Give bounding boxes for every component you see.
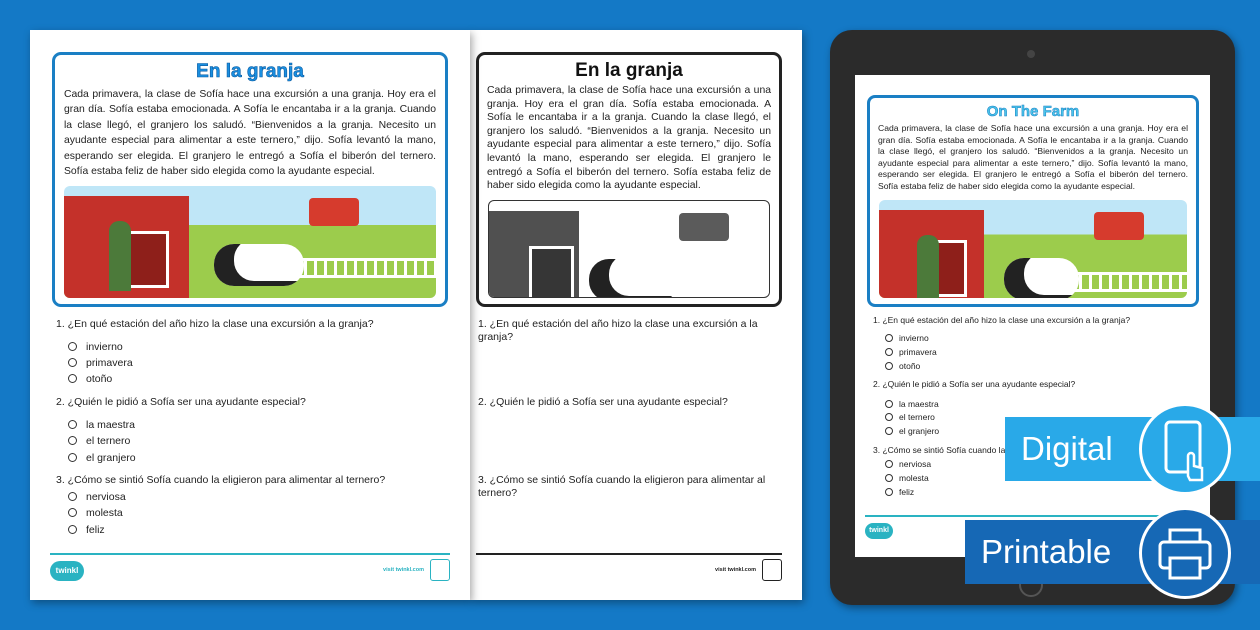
digital-label: Digital	[1021, 430, 1113, 467]
story-text: Cada primavera, la clase de Sofía hace una excursión a una granja. Hoy era el gran día. Sofía estaba emocionada. A Sofía le encantaba ir a la granja. Cuando la clase llegó, el granjero los saludó. “Bienvenidos a la granja. Necesito un ayudante especial para alimentar a este ternero,” dijo. Sofía levantó la mano, esperando ser elegida. El granjero le entregó a Sofía el biberón del ternero. Sofía estaba feliz de haber sido elegida como la ayudante especial.	[878, 123, 1188, 191]
badge-icon	[762, 559, 782, 581]
tablet-touch-icon	[1139, 403, 1231, 495]
farm-illustration	[64, 186, 436, 298]
option-radio[interactable]: otoño	[885, 361, 920, 371]
question-1: 1. ¿En qué estación del año hizo la clase una excursión a la granja?	[56, 318, 374, 330]
printable-label: Printable	[981, 533, 1112, 570]
option-radio[interactable]: la maestra	[885, 399, 939, 409]
camera-icon	[1027, 50, 1035, 58]
option-radio[interactable]: el ternero	[885, 412, 935, 422]
option-radio[interactable]: nerviosa	[68, 491, 126, 503]
worksheet-title: En la granja	[575, 60, 683, 81]
footer	[476, 553, 782, 573]
story-box	[52, 52, 448, 307]
farm-illustration	[488, 200, 770, 298]
visit-link: visit twinkl.com	[383, 567, 424, 573]
option-radio[interactable]: molesta	[68, 507, 123, 519]
story-text: Cada primavera, la clase de Sofía hace una excursión a una granja. Hoy era el gran día. Sofía estaba emocionada. A Sofía le encantaba ir a la granja. Cuando la clase llegó, el granjero los saludó. “Bienvenidos a la granja. Necesito un ayudante especial para alimentar a este ternero,” dijo. Sofía levantó la mano, esperando ser elegida. El granjero le entregó a Sofía el biberón del ternero. Sofía estaba feliz de haber sido elegida como la ayudante especial.	[487, 85, 771, 192]
option-radio[interactable]: nerviosa	[885, 459, 931, 469]
option-radio[interactable]: primavera	[885, 347, 937, 357]
option-radio[interactable]: otoño	[68, 373, 112, 385]
option-radio[interactable]: feliz	[885, 487, 914, 497]
option-radio[interactable]: feliz	[68, 524, 105, 536]
question-2: 2. ¿Quién le pidió a Sofía ser una ayudante especial?	[56, 396, 306, 408]
option-radio[interactable]: molesta	[885, 473, 929, 483]
question-1: 1. ¿En qué estación del año hizo la clase una excursión a la granja?	[478, 318, 758, 343]
printer-icon	[1139, 507, 1231, 599]
option-radio[interactable]: el ternero	[68, 435, 130, 447]
story-text: Cada primavera, la clase de Sofía hace una excursión a una granja. Hoy era el gran día. Sofía estaba emocionada. A Sofía le encantaba ir a la granja. Cuando la clase llegó, el granjero los saludó. “Bienvenidos a la granja. Necesito un ayudante especial para alimentar a este ternero,” dijo. Sofía levantó la mano, esperando ser elegida. El granjero le entregó a Sofía el biberón del ternero. Sofía estaba feliz de haber sido elegida como la ayudante especial.	[64, 89, 436, 178]
question-2: 2. ¿Quién le pidió a Sofía ser una ayudante especial?	[873, 379, 1076, 389]
option-radio[interactable]: primavera	[68, 357, 133, 369]
worksheet-title: On The Farm	[986, 103, 1080, 120]
footer	[50, 553, 450, 575]
worksheet-printable-bw	[470, 30, 802, 600]
option-radio[interactable]: invierno	[68, 341, 123, 353]
visit-link: visit twinkl.com	[715, 567, 756, 573]
badge-icon	[430, 559, 450, 581]
question-3: 3. ¿Cómo se sintió Sofía cuando la eligieron para alimentar al ternero?	[478, 474, 766, 499]
question-2: 2. ¿Quién le pidió a Sofía ser una ayudante especial?	[478, 396, 728, 408]
worksheet-title: En la granja	[196, 61, 304, 82]
story-box	[476, 52, 782, 307]
option-radio[interactable]: la maestra	[68, 419, 135, 431]
option-radio[interactable]: el granjero	[68, 452, 136, 464]
question-3: 3. ¿Cómo se sintió Sofía cuando la eligieron para alimentar al ternero?	[56, 474, 386, 486]
worksheet-printable-color	[30, 30, 470, 600]
twinkl-logo: twinkl	[865, 523, 893, 539]
question-1: 1. ¿En qué estación del año hizo la clase una excursión a la granja?	[873, 315, 1131, 325]
question-3: 3. ¿Cómo se sintió Sofía cuando la	[873, 445, 1006, 455]
option-radio[interactable]: el granjero	[885, 426, 939, 436]
twinkl-logo: twinkl	[50, 561, 84, 581]
farm-illustration	[879, 200, 1187, 298]
option-radio[interactable]: invierno	[885, 333, 929, 343]
story-box	[867, 95, 1199, 307]
